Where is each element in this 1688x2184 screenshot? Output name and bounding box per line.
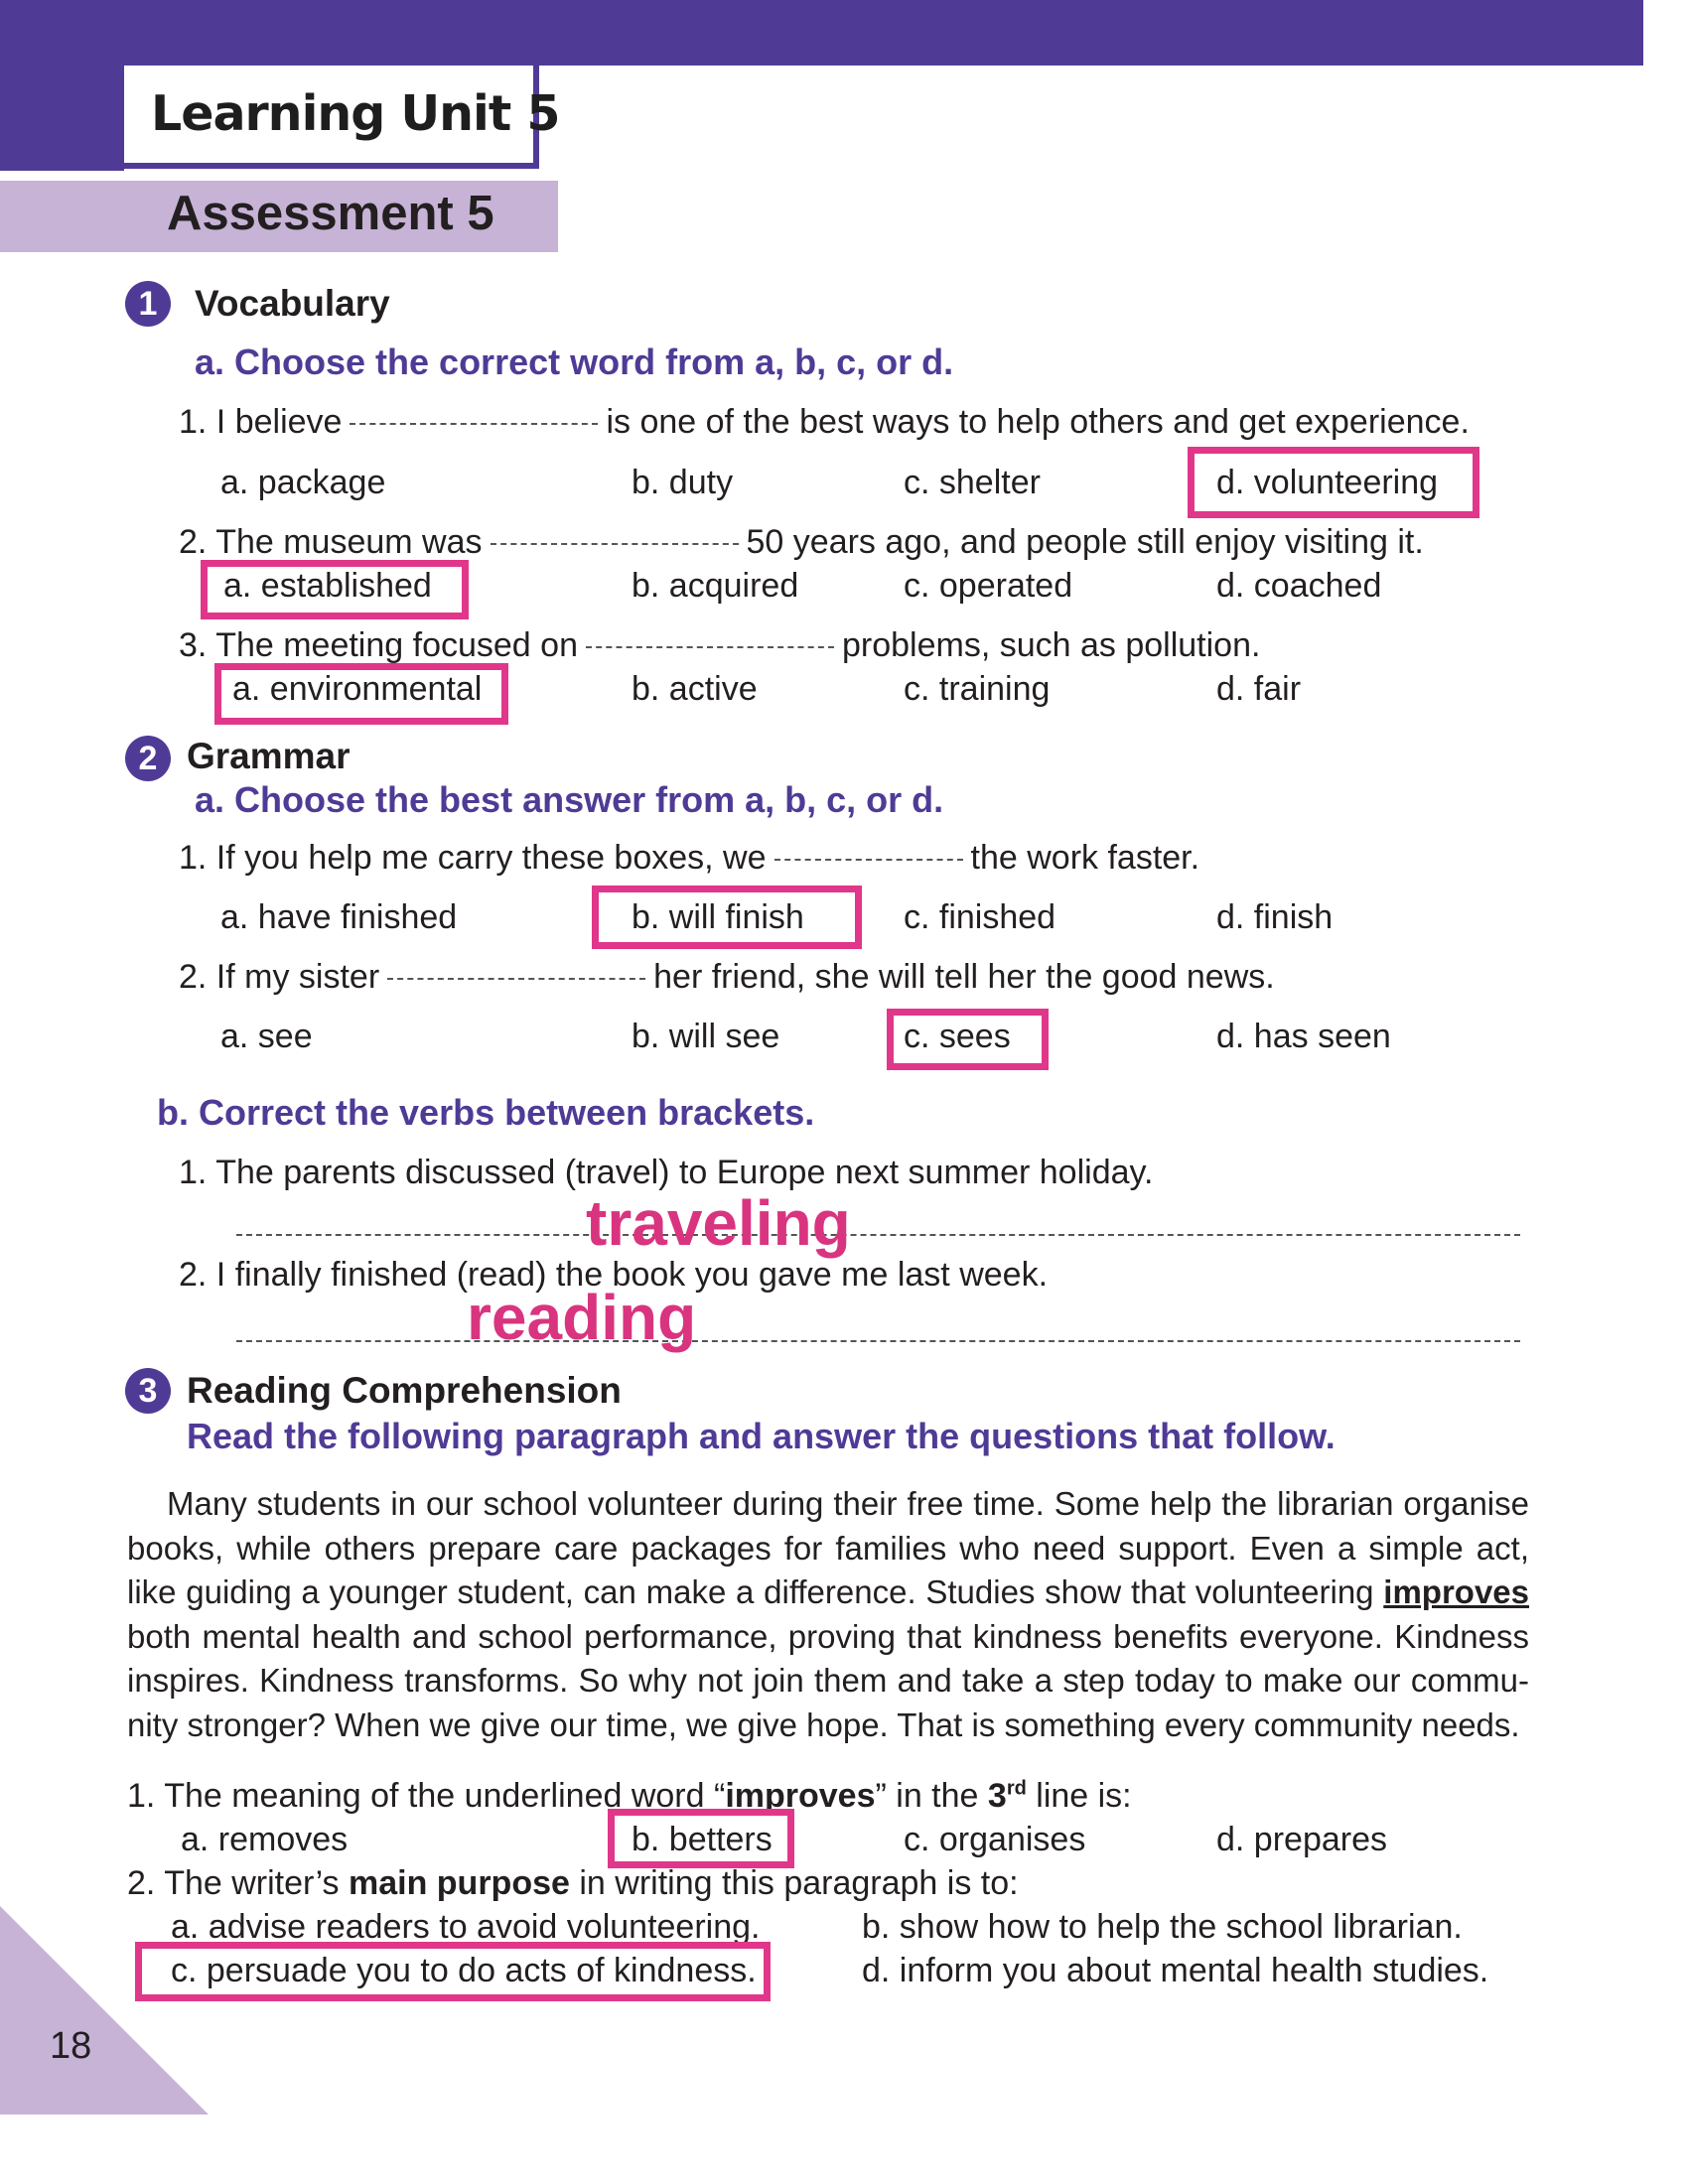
answer-highlight bbox=[135, 1942, 771, 2001]
answer-line-2 bbox=[236, 1340, 1520, 1342]
vocab-q3-option-a[interactable]: a. environmental bbox=[232, 670, 483, 708]
reading-q2-option-d[interactable]: d. inform you about mental health studies. bbox=[862, 1952, 1489, 1989]
paragraph-line: books, while others prepare care packages for families who need support. Even a simple act, bbox=[127, 1529, 1529, 1567]
reading-q2-option-a[interactable]: a. advise readers to avoid volunteering. bbox=[171, 1908, 761, 1946]
answer-highlight bbox=[608, 1809, 794, 1868]
vocab-q2-option-c[interactable]: c. operated bbox=[904, 567, 1073, 605]
top-bar bbox=[0, 0, 1643, 66]
grammar-question-2: 2. If my sister her friend, she will tell her the good news. bbox=[179, 958, 1275, 996]
paragraph-line: both mental health and school performance, proving that kindness benefits everyone. Kindness bbox=[127, 1617, 1529, 1655]
vocab-q1-option-d[interactable]: d. volunteering bbox=[1216, 464, 1439, 501]
unit-title: Learning Unit 5 bbox=[151, 85, 560, 142]
answer-highlight bbox=[201, 560, 469, 619]
reading-paragraph bbox=[127, 1482, 1529, 1747]
vocabulary-instruction: a. Choose the correct word from a, b, c, or d. bbox=[195, 341, 954, 382]
vocab-q1-option-c[interactable]: c. shelter bbox=[904, 464, 1041, 501]
vocab-q2-option-b[interactable]: b. acquired bbox=[632, 567, 799, 605]
corner-triangle bbox=[0, 1906, 209, 2115]
vocab-q1-option-b[interactable]: b. duty bbox=[632, 464, 734, 501]
vocab-question-1: 1. I believe is one of the best ways to help others and get experience. bbox=[179, 403, 1470, 441]
reading-q1-option-a[interactable]: a. removes bbox=[181, 1821, 349, 1858]
answer-highlight bbox=[592, 886, 862, 949]
answer-line-1 bbox=[236, 1234, 1520, 1236]
correct-verb-question-1: 1. The parents discussed (travel) to Europe next summer holiday. bbox=[179, 1154, 1154, 1191]
reading-question-1: 1. The meaning of the underlined word “improves” in the 3rd line is: bbox=[127, 1777, 1132, 1815]
grammar-instruction-b: b. Correct the verbs between brackets. bbox=[157, 1092, 815, 1133]
reading-question-2: 2. The writer’s main purpose in writing this paragraph is to: bbox=[127, 1864, 1019, 1902]
section-number-reading: 3 bbox=[125, 1368, 171, 1414]
grammar-q2-option-b[interactable]: b. will see bbox=[632, 1018, 780, 1055]
grammar-q2-option-a[interactable]: a. see bbox=[220, 1018, 313, 1055]
vocab-question-2: 2. The museum was 50 years ago, and people still enjoy visiting it. bbox=[179, 523, 1424, 561]
reading-q1-option-b[interactable]: b. betters bbox=[632, 1821, 773, 1858]
section-title-grammar: Grammar bbox=[187, 736, 351, 776]
vocab-q3-option-c[interactable]: c. training bbox=[904, 670, 1051, 708]
grammar-q1-option-d[interactable]: d. finish bbox=[1216, 898, 1334, 936]
handwritten-answer-2: reading bbox=[467, 1282, 697, 1353]
grammar-q1-option-b[interactable]: b. will finish bbox=[632, 898, 804, 936]
paragraph-line: inspires. Kindness transforms. So why not join them and take a step today to make our commu- bbox=[127, 1662, 1529, 1699]
section-number-vocabulary: 1 bbox=[125, 281, 171, 327]
reading-q1-option-d[interactable]: d. prepares bbox=[1216, 1821, 1387, 1858]
vocab-question-3: 3. The meeting focused on problems, such as pollution. bbox=[179, 626, 1261, 664]
reading-instruction: Read the following paragraph and answer the questions that follow. bbox=[187, 1416, 1336, 1456]
reading-q1-option-c[interactable]: c. organises bbox=[904, 1821, 1086, 1858]
page-number: 18 bbox=[50, 2025, 92, 2067]
answer-highlight bbox=[214, 663, 508, 725]
grammar-question-1: 1. If you help me carry these boxes, we the work faster. bbox=[179, 839, 1200, 877]
vocab-q2-option-a[interactable]: a. established bbox=[223, 567, 432, 605]
paragraph-line: nity stronger? When we give our time, we give hope. That is something every community needs. bbox=[127, 1706, 1520, 1743]
grammar-q2-option-d[interactable]: d. has seen bbox=[1216, 1018, 1391, 1055]
vocab-q1-option-a[interactable]: a. package bbox=[220, 464, 386, 501]
correct-verb-question-2: 2. I finally finished (read) the book you gave me last week. bbox=[179, 1256, 1049, 1294]
side-band bbox=[0, 66, 124, 171]
assessment-title: Assessment 5 bbox=[167, 187, 494, 240]
section-title-vocabulary: Vocabulary bbox=[195, 283, 390, 324]
reading-q2-option-c[interactable]: c. persuade you to do acts of kindness. bbox=[171, 1952, 757, 1989]
paragraph-line: like guiding a younger student, can make a difference. Studies show that volunteering improves bbox=[127, 1573, 1530, 1610]
answer-highlight bbox=[887, 1009, 1049, 1070]
vocab-q3-option-b[interactable]: b. active bbox=[632, 670, 758, 708]
vocab-q3-option-d[interactable]: d. fair bbox=[1216, 670, 1302, 708]
paragraph-line: Many students in our school volunteer during their free time. Some help the librarian organise bbox=[167, 1485, 1529, 1522]
handwritten-answer-1: traveling bbox=[586, 1187, 851, 1259]
section-title-reading: Reading Comprehension bbox=[187, 1370, 622, 1411]
grammar-q1-option-c[interactable]: c. finished bbox=[904, 898, 1056, 936]
grammar-q2-option-c[interactable]: c. sees bbox=[904, 1018, 1011, 1055]
grammar-instruction-a: a. Choose the best answer from a, b, c, or d. bbox=[195, 779, 944, 820]
grammar-q1-option-a[interactable]: a. have finished bbox=[220, 898, 458, 936]
underlined-word: improves bbox=[1383, 1573, 1530, 1610]
reading-q2-option-b[interactable]: b. show how to help the school librarian. bbox=[862, 1908, 1463, 1946]
section-number-grammar: 2 bbox=[125, 736, 171, 781]
vocab-q2-option-d[interactable]: d. coached bbox=[1216, 567, 1382, 605]
answer-highlight bbox=[1188, 447, 1479, 518]
